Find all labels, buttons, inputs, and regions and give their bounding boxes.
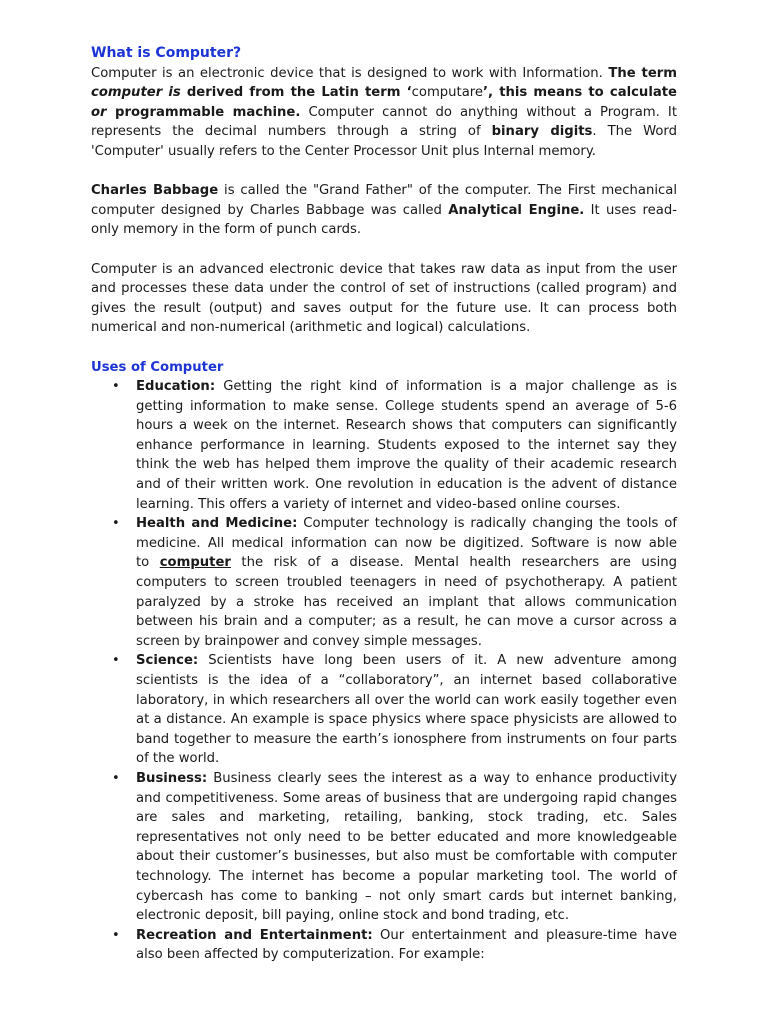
intro-p1-j: binary digits xyxy=(491,124,593,140)
intro-paragraph-1 xyxy=(91,64,677,162)
health-label: Health and Medicine: xyxy=(136,516,298,532)
list-item-health xyxy=(91,514,677,651)
intro-p1-g: or xyxy=(91,104,107,120)
intro-p1-b: The term xyxy=(608,65,678,81)
intro-p1-d: derived from the Latin term ‘ xyxy=(180,85,412,101)
business-label: Business: xyxy=(136,770,208,786)
health-text-a: Computer technology is radically changing the tools of medicine. All medical information can now be digitized. Software is now able to xyxy=(136,516,677,571)
intro-p1-h: programmable machine. xyxy=(106,104,301,120)
spacer xyxy=(91,162,677,182)
bullet-icon: • xyxy=(112,379,120,395)
intro-p1-i: Computer cannot do anything without a Program. It represents the decimal numbers through a string of xyxy=(91,104,677,140)
list-item-recreation xyxy=(91,926,677,965)
bullet-icon: • xyxy=(112,516,120,532)
intro-p2-d: It uses read-only memory in the form of punch cards. xyxy=(91,202,677,238)
spacer xyxy=(91,338,677,358)
education-text: Getting the right kind of information is a major challenge as is getting information to make sense. College students spend an average of 5-6 hours a week on the internet. Research shows that computers can significantly enhance performance in learning. Students exposed to the internet say they think the web has helped them improve the quality of their academic research and of their written work. One revolution in education is the advent of distance learning. This offers a variety of internet and video-based online courses. xyxy=(136,379,677,512)
uses-heading: Uses of Computer xyxy=(91,359,224,375)
intro-p1-e: computare xyxy=(411,85,484,101)
recreation-label: Recreation and Entertainment: xyxy=(136,927,373,943)
business-text: Business clearly sees the interest as a way to enhance productivity and competitiveness. Some areas of business that are undergoing rapid changes are sales and marketing, retailing, banking, stock trading, etc. Sales representatives not only need to be better educated and more knowledgeable about their customer’s businesses, but also must be comfortable with computer technology. The internet has become a popular marketing tool. The world of cybercash has come to banking – not only smart cards but internet banking, electronic deposit, bill paying, online stock and bond trading, etc. xyxy=(136,770,677,924)
page-title: What is Computer? xyxy=(91,45,242,61)
uses-list xyxy=(91,377,677,965)
document-page xyxy=(91,44,677,965)
computer-link[interactable]: computer xyxy=(159,555,231,571)
intro-p1-k: . The Word 'Computer' usually refers to the Center Processor Unit plus Internal memory. xyxy=(91,124,677,159)
list-item-science xyxy=(91,651,677,769)
intro-p1-f: ’, this means to calculate xyxy=(483,85,677,101)
intro-p2-b: is called the "Grand Father" of the computer. The First mechanical computer designed by Charles Babbage was called xyxy=(91,183,677,218)
intro-p1-a: Computer is an electronic device that is designed to work with Information. xyxy=(91,65,603,81)
education-label: Education: xyxy=(136,379,216,395)
bullet-icon: • xyxy=(112,653,120,669)
bullet-icon: • xyxy=(112,770,120,786)
intro-paragraph-3: Computer is an advanced electronic device that takes raw data as input from the user and processes these data under the control of set of instructions (called program) and gives the result (output) and saves output for the future use. It can process both numerical and non-numerical (arithmetic and logical) calculations. xyxy=(91,261,677,336)
intro-p1-c: computer is xyxy=(91,85,181,101)
science-text: Scientists have long been users of it. A new adventure among scientists is the idea of a “collaboratory”, an internet based collaborative laboratory, in which researchers all over the world can work easily together even at a distance. An example is space physics where space physicists are allowed to band together to measure the earth’s ionosphere from instruments on four parts of the world. xyxy=(136,653,677,767)
list-item-education xyxy=(91,377,677,514)
recreation-text: Our entertainment and pleasure-time have also been affected by computerization. For example: xyxy=(136,927,677,963)
intro-p2-a: Charles Babbage xyxy=(91,183,219,199)
science-label: Science: xyxy=(136,653,199,669)
intro-p2-c: Analytical Engine. xyxy=(448,202,585,218)
spacer xyxy=(91,240,677,260)
bullet-icon: • xyxy=(112,927,120,943)
health-text-b: the risk of a disease. Mental health researchers are using computers to screen troubled teenagers in need of psychotherapy. A patient paralyzed by a stroke has received an implant that allows communication between his brain and a computer; as a result, he can move a cursor across a screen by brainpower and convey simple messages. xyxy=(136,555,678,649)
list-item-business xyxy=(91,769,677,926)
intro-paragraph-2 xyxy=(91,181,677,240)
